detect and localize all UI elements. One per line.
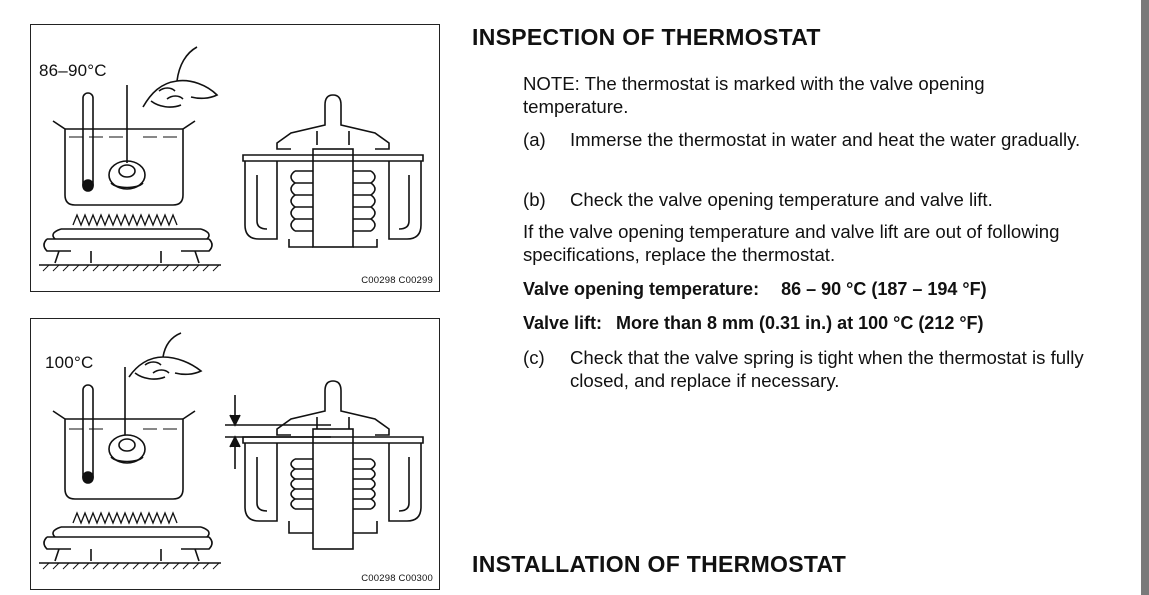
step-text: Check that the valve spring is tight when the thermostat is fully closed, and replace if necessary. (570, 347, 1084, 391)
spec-label: Valve opening temperature: (523, 279, 760, 299)
step-c (523, 346, 1093, 392)
valve-lift-arrows (225, 395, 331, 469)
note-paragraph: NOTE: The thermostat is marked with the valve opening temperature. (523, 73, 985, 117)
step-text: Check the valve opening temperature and valve lift. (570, 189, 993, 210)
spec-label: Valve lift: (523, 313, 603, 333)
thermometer-icon (83, 93, 93, 191)
thermostat-cross-section (243, 95, 423, 247)
step-text: Immerse the thermostat in water and heat the water gradually. (570, 129, 1081, 150)
figure-thermostat-heating-100 (30, 318, 440, 590)
thermometer-icon (83, 385, 93, 483)
hand-icon (143, 47, 217, 107)
figure-thermostat-heating-86-90 (30, 24, 440, 292)
section-heading-inspection: INSPECTION OF THERMOSTAT (472, 24, 821, 50)
step-a (523, 128, 1093, 151)
temperature-label: 100°C (45, 353, 94, 372)
step-b (523, 188, 1093, 211)
figure-code: C00298 C00300 (361, 573, 433, 584)
step-marker: (a) (523, 129, 546, 150)
condition-paragraph: If the valve opening temperature and valve lift are out of following specifications, replace the thermostat. (523, 221, 1060, 265)
step-marker: (c) (523, 347, 545, 368)
spec-value: More than 8 mm (0.31 in.) at 100 °C (212 °F) (616, 313, 984, 333)
spec-value: 86 – 90 °C (187 – 194 °F) (781, 279, 987, 299)
flame-icon (73, 215, 177, 225)
section-heading-installation: INSTALLATION OF THERMOSTAT (472, 551, 847, 577)
stove-icon (44, 239, 212, 263)
pot-icon (53, 121, 195, 205)
flame-icon (73, 513, 177, 523)
figure-code: C00298 C00299 (361, 275, 433, 286)
step-marker: (b) (523, 189, 546, 210)
spec-valve-lift (523, 312, 1093, 335)
stove-icon (44, 537, 212, 561)
hand-icon (129, 333, 201, 379)
thermostat-cross-section-open (243, 381, 423, 549)
spec-valve-opening-temperature (523, 278, 1093, 301)
pot-icon (53, 411, 195, 499)
page-edge-shadow (1141, 0, 1149, 595)
temperature-label: 86–90°C (39, 61, 107, 80)
